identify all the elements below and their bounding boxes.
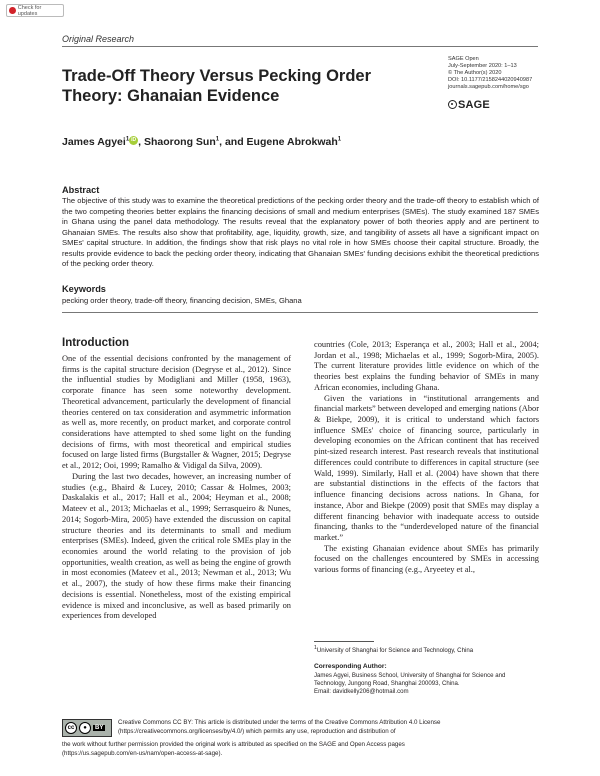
author-separator: , (138, 136, 145, 148)
affiliation-text: University of Shanghai for Science and Technology, China (316, 647, 474, 655)
abstract-text: The objective of this study was to examine the theoretical predictions of the pecking order theory and the trade-off theory to establish which of the two competing theories better explains the financing decisions of small and medium enterprises (SMEs). The study examined 187 SMEs in Ghana using the panel data methodology. The results reveal that the explanatory power of both theories apply and are pertinent to Ghanaian SMEs. The results also show that profitability, age, liquidity, growth, size, and tangibility of assets all have a significant impact on SMEs' capital structure. In addition, the findings show that risk plays no vital role in how SMEs choose their capital structure. Broadly, the results provide evidence to back the pecking order theory, indicating that Ghanaian SMEs' funding decisions exhibit the theoretical predictions of the pecking order theory. (62, 196, 539, 268)
author-affiliation-mark: 1 (215, 136, 220, 143)
cc-by-license-badge[interactable] (62, 719, 112, 737)
sage-logo (448, 99, 490, 111)
body-paragraph: The existing Ghanaian evidence about SMEs has primarily focused on the challenges encountered by SMEs in accessing various forms of financing (e.g., Aryeetey et al., (314, 543, 539, 575)
author-affiliation-mark: 1 (337, 136, 342, 143)
license-line-2[interactable]: (https://creativecommons.org/licenses/by/4.0/) which permits any use, reproduction and distribution of (118, 728, 396, 735)
attribution-person-icon: ● (79, 722, 91, 734)
license-line-3: the work without further permission provided the original work is attributed as specified on the SAGE and Open Access pages (62, 741, 405, 748)
corresponding-author-heading: Corresponding Author: (314, 663, 387, 670)
body-paragraph: Given the variations in “institutional arrangements and financial markets” between developed and emerging nations (Abor & Biekpe, 2009), it is critical to understand which factors influence SMEs' choice of financing source, particularly in developing economies on the African continent that has received pint-sized research interest. Past research reveals that institutional differences could contribute to differences in capital structure (see Wald, 1999). Similarly, Hall et al. (2004) have shown that there are substantial distinctions in the effects of the factors that influence financing decisions across nations. In Ghana, for instance, Abor and Biekpe (2009) posit that SMEs may display a different financing behavior with inadequate access to outside financing, thanks to the “underdeveloped nature of the financial market.” (314, 393, 539, 542)
sage-logo-icon (448, 100, 457, 109)
author-separator: , and (219, 136, 247, 148)
body-column-right (314, 340, 539, 576)
abstract-heading: Abstract (62, 185, 100, 195)
creative-commons-icon: cc (65, 722, 77, 734)
corresponding-line: Technology, Jungong Road, Shanghai 200093, China. (314, 680, 460, 688)
body-paragraph: countries (Cole, 2013; Esperança et al., 2003; Hall et al., 2004; Jordan et al., 1998; Michaelas et al., 1999; Sogorb-Mira, 2005). The current literature provides little evidence on which of the theories best explains the funding behavior of SMEs in many African economies, including Ghana. (314, 340, 539, 392)
author-name: James Agyei (62, 136, 126, 148)
journal-url[interactable]: journals.sagepub.com/home/sgo (448, 84, 529, 90)
body-paragraph: During the last two decades, however, an increasing number of studies (e.g., Bhaird & Lucey, 2010; Cassar & Holmes, 2003; Daskalakis et al., 2017; Hall et al., 2004; Heyman et al., 2008; Mateev et al., 2013; Michaelas et al., 1999; Serrasqueiro & Nunes, 2014; Sogorb-Mira, 2005) have extended the discussion on capital structure theories and its determinants to small and medium enterprises (SMEs). Indeed, given the critical role SMEs play in the economies around the world relating to the provision of job opportunities, wealth creation, as well as being the engine of growth in most economies (Mateev et al., 2013; Newman et al., 2013; Wu et al., 2007), the study of how these firms make their financing decisions is essential. Nonetheless, most of the existing empirical evidence is mixed and inconclusive, as well as based primarily on experiences from developed (62, 471, 291, 621)
doi[interactable]: DOI: 10.1177/2158244020940987 (448, 77, 533, 83)
author-list (62, 136, 341, 148)
journal-name: SAGE Open (448, 56, 479, 62)
introduction-heading: Introduction (62, 337, 130, 349)
header-divider (62, 46, 538, 47)
check-for-updates-badge[interactable] (6, 4, 64, 17)
author-affiliation-mark: 1 (125, 136, 130, 143)
affiliation-footnote (314, 645, 473, 654)
journal-meta (448, 56, 532, 91)
corresponding-line: James Agyei, Business School, University of Shanghai for Science and (314, 672, 506, 679)
license-line-4[interactable]: (https://us.sagepub.com/en-us/nam/open-access-at-sage). (62, 750, 223, 757)
check-updates-label: Check for updates (17, 4, 42, 17)
keywords-divider (62, 312, 538, 313)
body-paragraph: One of the essential decisions confronted by the management of firms is the capital structure decision (Degryse et al., 2012). Since the influential studies by Modigliani and Miller (1958, 1963), corporate finance has seen some noteworthy development. Theoretical advancement, particularly the development of financial theories centered on tax consideration and asymmetric information as well as, more recently, on product market, and corporate control considerations have attempted to shed some light on the funding decisions of firms, with most theoretical and empirical studies focused on large listed firms (Burgstaller & Wagner, 2015; Degryse et al., 2012; Ooi, 1999; Ramalho & Vidigal da Silva, 2009). (62, 354, 291, 471)
copyright: © The Author(s) 2020 (448, 70, 502, 76)
check-updates-icon (9, 7, 16, 14)
article-title: Trade-Off Theory Versus Pecking Order Theory: Ghanaian Evidence (62, 67, 372, 105)
body-column-left (62, 354, 291, 622)
keywords-text: pecking order theory, trade-off theory, financing decision, SMEs, Ghana (62, 296, 302, 305)
footnote-divider (314, 641, 374, 642)
corresponding-author-details (314, 672, 540, 697)
journal-issue: July-September 2020: 1–13 (448, 63, 517, 69)
keywords-heading: Keywords (62, 284, 106, 294)
sage-logo-text: SAGE (458, 99, 490, 111)
orcid-icon[interactable]: iD (131, 137, 137, 143)
license-line-1: Creative Commons CC BY: This article is distributed under the terms of the Creative Commons Attribution 4.0 License (118, 719, 441, 726)
corresponding-email[interactable]: Email: davidkelly206@hotmail.com (314, 688, 409, 696)
affiliation-mark: 1 (314, 645, 317, 651)
author-name: Eugene Abrokwah (246, 136, 338, 148)
cc-by-label: BY (95, 725, 104, 731)
article-category: Original Research (62, 34, 135, 44)
author-name: Shaorong Sun (144, 136, 216, 148)
